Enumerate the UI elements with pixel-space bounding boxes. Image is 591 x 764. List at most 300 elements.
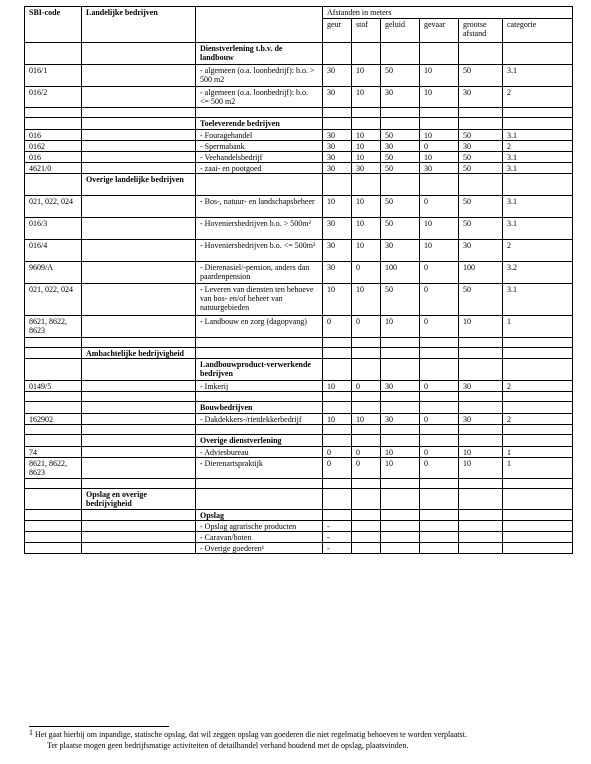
header-stof: stof: [352, 19, 381, 43]
group-cell: [82, 414, 196, 425]
group-cell: [82, 479, 196, 489]
geluid-cell: 30: [381, 141, 420, 152]
description-cell: - Overige goederen¹: [196, 543, 323, 554]
stof-cell: 30: [352, 163, 381, 174]
stof-cell: 10: [352, 152, 381, 163]
description-cell: - Dierenasiel/-pension, anders dan paardenpension: [196, 262, 323, 284]
geluid-cell: 30: [381, 87, 420, 108]
gevaar-cell: 0: [420, 141, 459, 152]
stof-cell: 10: [352, 284, 381, 316]
gevaar-cell: 10: [420, 240, 459, 262]
stof-cell: [352, 108, 381, 118]
geur-cell: [323, 359, 352, 381]
gevaar-cell: 10: [420, 65, 459, 87]
gevaar-cell: [420, 118, 459, 130]
categorie-cell: [503, 118, 573, 130]
gevaar-cell: [420, 510, 459, 521]
geur-cell: 30: [323, 262, 352, 284]
stof-cell: [352, 118, 381, 130]
description-cell: - Hoveniersbedrijven b.o. > 500m²: [196, 218, 323, 240]
description-cell: Toeleverende bedrijven: [196, 118, 323, 130]
table-row: [25, 489, 573, 510]
footnote: [29, 729, 579, 751]
grootse-afstand-cell: 10: [459, 316, 503, 338]
description-cell: [196, 392, 323, 402]
table-row: [25, 521, 573, 532]
sbi-code-cell: 016: [25, 152, 82, 163]
gevaar-cell: 10: [420, 152, 459, 163]
gevaar-cell: 0: [420, 381, 459, 392]
geluid-cell: 50: [381, 130, 420, 141]
group-cell: [82, 425, 196, 435]
description-cell: [196, 338, 323, 348]
sbi-code-cell: 021, 022, 024: [25, 284, 82, 316]
stof-cell: [352, 338, 381, 348]
categorie-cell: [503, 425, 573, 435]
group-cell: Opslag en overige bedrijvigheid: [82, 489, 196, 510]
categorie-cell: [503, 521, 573, 532]
geur-cell: 30: [323, 65, 352, 87]
geluid-cell: [381, 392, 420, 402]
geur-cell: 30: [323, 163, 352, 174]
description-cell: Opslag: [196, 510, 323, 521]
description-cell: [196, 108, 323, 118]
categorie-cell: [503, 174, 573, 196]
table-row: [25, 87, 573, 108]
description-cell: [196, 174, 323, 196]
grootse-afstand-cell: [459, 43, 503, 65]
sbi-code-cell: 016/4: [25, 240, 82, 262]
table-row: [25, 359, 573, 381]
geluid-cell: [381, 521, 420, 532]
description-cell: - Bos-, natuur- en landschapsbeheer: [196, 196, 323, 218]
description-cell: - Veehandelsbedrijf: [196, 152, 323, 163]
categorie-cell: 3.1: [503, 152, 573, 163]
header-gevaar: gevaar: [420, 19, 459, 43]
group-cell: [82, 152, 196, 163]
table-row: [25, 240, 573, 262]
stof-cell: [352, 521, 381, 532]
geluid-cell: [381, 348, 420, 359]
geur-cell: 10: [323, 381, 352, 392]
grootse-afstand-cell: 100: [459, 262, 503, 284]
sbi-code-cell: 021, 022, 024: [25, 196, 82, 218]
categorie-cell: 3.1: [503, 163, 573, 174]
gevaar-cell: 0: [420, 447, 459, 458]
table-row: [25, 381, 573, 392]
description-cell: - Leveren van diensten ten behoeve van bos- en/of beheer van natuurgebieden: [196, 284, 323, 316]
table-row: [25, 316, 573, 338]
header-empty: [196, 7, 323, 43]
geur-cell: [323, 425, 352, 435]
sbi-code-cell: 016: [25, 130, 82, 141]
sbi-code-cell: [25, 521, 82, 532]
description-cell: - Landbouw en zorg (dagopvang): [196, 316, 323, 338]
description-cell: [196, 489, 323, 510]
geur-cell: 30: [323, 152, 352, 163]
sbi-code-cell: 8621, 8622, 8623: [25, 458, 82, 479]
stof-cell: [352, 479, 381, 489]
categorie-cell: 3.1: [503, 130, 573, 141]
header-categorie: categorie: [503, 19, 573, 43]
gevaar-cell: [420, 425, 459, 435]
table-row: [25, 338, 573, 348]
group-cell: [82, 87, 196, 108]
categorie-cell: 3.1: [503, 218, 573, 240]
gevaar-cell: [420, 435, 459, 447]
gevaar-cell: [420, 543, 459, 554]
stof-cell: [352, 425, 381, 435]
gevaar-cell: [420, 489, 459, 510]
table-row: [25, 414, 573, 425]
table-row: [25, 65, 573, 87]
geluid-cell: [381, 174, 420, 196]
geluid-cell: 10: [381, 458, 420, 479]
group-cell: [82, 108, 196, 118]
geur-cell: [323, 348, 352, 359]
geluid-cell: [381, 479, 420, 489]
table-row: [25, 284, 573, 316]
group-cell: [82, 118, 196, 130]
sbi-code-cell: [25, 510, 82, 521]
categorie-cell: [503, 359, 573, 381]
grootse-afstand-cell: [459, 543, 503, 554]
grootse-afstand-cell: [459, 532, 503, 543]
stof-cell: [352, 435, 381, 447]
description-cell: - Opslag agrarische producten: [196, 521, 323, 532]
stof-cell: [352, 402, 381, 414]
table-row: [25, 458, 573, 479]
gevaar-cell: 0: [420, 458, 459, 479]
header-grootse-afstand: grootse afstand: [459, 19, 503, 43]
geluid-cell: 50: [381, 196, 420, 218]
geluid-cell: [381, 359, 420, 381]
description-cell: - Spermabank: [196, 141, 323, 152]
grootse-afstand-cell: 50: [459, 218, 503, 240]
stof-cell: 10: [352, 141, 381, 152]
group-cell: [82, 284, 196, 316]
geur-cell: [323, 338, 352, 348]
sbi-code-cell: 016/2: [25, 87, 82, 108]
grootse-afstand-cell: [459, 174, 503, 196]
grootse-afstand-cell: [459, 425, 503, 435]
gevaar-cell: 10: [420, 130, 459, 141]
grootse-afstand-cell: [459, 510, 503, 521]
group-cell: [82, 338, 196, 348]
table-row: [25, 130, 573, 141]
geur-cell: [323, 479, 352, 489]
sbi-code-cell: [25, 118, 82, 130]
geur-cell: [323, 118, 352, 130]
description-cell: [196, 348, 323, 359]
geluid-cell: 100: [381, 262, 420, 284]
gevaar-cell: 10: [420, 218, 459, 240]
categorie-cell: 2: [503, 414, 573, 425]
stof-cell: [352, 359, 381, 381]
sbi-code-cell: 9609/A: [25, 262, 82, 284]
description-cell: - Caravan/boten: [196, 532, 323, 543]
stof-cell: 10: [352, 65, 381, 87]
sbi-code-cell: [25, 532, 82, 543]
group-cell: [82, 218, 196, 240]
categorie-cell: [503, 532, 573, 543]
geluid-cell: [381, 510, 420, 521]
grootse-afstand-cell: 30: [459, 240, 503, 262]
group-cell: [82, 458, 196, 479]
categorie-cell: 2: [503, 240, 573, 262]
grootse-afstand-cell: [459, 348, 503, 359]
stof-cell: 10: [352, 196, 381, 218]
distance-table: [24, 6, 573, 554]
table-row: [25, 174, 573, 196]
table-row: [25, 108, 573, 118]
sbi-code-cell: 8621, 8622, 8623: [25, 316, 82, 338]
header-sbi: SBI-code: [25, 7, 82, 43]
grootse-afstand-cell: 50: [459, 284, 503, 316]
gevaar-cell: [420, 402, 459, 414]
sbi-code-cell: [25, 43, 82, 65]
gevaar-cell: [420, 521, 459, 532]
grootse-afstand-cell: [459, 521, 503, 532]
gevaar-cell: [420, 108, 459, 118]
footnote-line-1: Het gaat hierbij om inpandige, statische opslag, dat wil zeggen opslag van goederen die niet regelmatig behoeven te worden verplaatst.: [35, 730, 467, 739]
group-cell: [82, 316, 196, 338]
description-cell: Landbouwproduct-verwerkende bedrijven: [196, 359, 323, 381]
geluid-cell: [381, 435, 420, 447]
footnote-line-2: Ter plaatse mogen geen bedrijfsmatige activiteiten of detailhandel verband houdend met de opslag, plaatsvinden.: [47, 741, 409, 750]
table-row: [25, 479, 573, 489]
group-cell: [82, 141, 196, 152]
stof-cell: 0: [352, 447, 381, 458]
gevaar-cell: [420, 174, 459, 196]
gevaar-cell: [420, 479, 459, 489]
geluid-cell: 50: [381, 65, 420, 87]
geluid-cell: 50: [381, 284, 420, 316]
table-row: [25, 163, 573, 174]
table-row: [25, 425, 573, 435]
table-row: [25, 141, 573, 152]
group-cell: [82, 521, 196, 532]
grootse-afstand-cell: 50: [459, 152, 503, 163]
footnote-separator: [29, 726, 169, 727]
geluid-cell: 10: [381, 447, 420, 458]
description-cell: Overige dienstverlening: [196, 435, 323, 447]
stof-cell: [352, 510, 381, 521]
sbi-code-cell: [25, 479, 82, 489]
group-cell: [82, 392, 196, 402]
table-row: [25, 532, 573, 543]
gevaar-cell: 0: [420, 196, 459, 218]
geur-cell: 30: [323, 240, 352, 262]
grootse-afstand-cell: 50: [459, 163, 503, 174]
stof-cell: [352, 489, 381, 510]
gevaar-cell: [420, 392, 459, 402]
header-geur: geur: [323, 19, 352, 43]
sbi-code-cell: 016/3: [25, 218, 82, 240]
stof-cell: 0: [352, 316, 381, 338]
stof-cell: 0: [352, 262, 381, 284]
header-category: Landelijke bedrijven: [82, 7, 196, 43]
geur-cell: 0: [323, 447, 352, 458]
gevaar-cell: [420, 43, 459, 65]
table-row: [25, 543, 573, 554]
gevaar-cell: 0: [420, 284, 459, 316]
sbi-code-cell: 4621/0: [25, 163, 82, 174]
sbi-code-cell: [25, 338, 82, 348]
geluid-cell: [381, 402, 420, 414]
table-row: [25, 43, 573, 65]
stof-cell: 0: [352, 381, 381, 392]
geluid-cell: [381, 543, 420, 554]
table-row: [25, 152, 573, 163]
gevaar-cell: [420, 338, 459, 348]
geur-cell: 30: [323, 130, 352, 141]
geluid-cell: [381, 108, 420, 118]
geur-cell: [323, 402, 352, 414]
geur-cell: -: [323, 532, 352, 543]
table-row: [25, 218, 573, 240]
footnote-number: 1: [29, 728, 33, 737]
stof-cell: 10: [352, 218, 381, 240]
group-cell: [82, 359, 196, 381]
geluid-cell: 30: [381, 381, 420, 392]
group-cell: [82, 435, 196, 447]
geur-cell: 0: [323, 458, 352, 479]
geluid-cell: 30: [381, 240, 420, 262]
group-cell: [82, 65, 196, 87]
group-cell: [82, 43, 196, 65]
table-row: [25, 118, 573, 130]
grootse-afstand-cell: [459, 435, 503, 447]
description-cell: - algemeen (o.a. loonbedrijf): b.o. > 500 m2: [196, 65, 323, 87]
categorie-cell: 3.1: [503, 196, 573, 218]
categorie-cell: 3.2: [503, 262, 573, 284]
grootse-afstand-cell: [459, 479, 503, 489]
gevaar-cell: 30: [420, 163, 459, 174]
categorie-cell: [503, 435, 573, 447]
grootse-afstand-cell: 10: [459, 458, 503, 479]
sbi-code-cell: 0162: [25, 141, 82, 152]
geluid-cell: [381, 489, 420, 510]
stof-cell: [352, 43, 381, 65]
geur-cell: [323, 174, 352, 196]
grootse-afstand-cell: 30: [459, 381, 503, 392]
group-cell: [82, 240, 196, 262]
geluid-cell: [381, 43, 420, 65]
description-cell: - algemeen (o.a. loonbedrijf): b.o. <= 500 m2: [196, 87, 323, 108]
grootse-afstand-cell: [459, 489, 503, 510]
group-cell: [82, 130, 196, 141]
sbi-code-cell: 162902: [25, 414, 82, 425]
description-cell: - Imkerij: [196, 381, 323, 392]
geluid-cell: 10: [381, 316, 420, 338]
categorie-cell: 1: [503, 447, 573, 458]
geur-cell: [323, 392, 352, 402]
grootse-afstand-cell: 30: [459, 414, 503, 425]
grootse-afstand-cell: [459, 402, 503, 414]
categorie-cell: 1: [503, 316, 573, 338]
group-cell: [82, 532, 196, 543]
group-cell: [82, 163, 196, 174]
grootse-afstand-cell: [459, 359, 503, 381]
description-cell: - Dierenartspraktijk: [196, 458, 323, 479]
stof-cell: [352, 543, 381, 554]
geluid-cell: [381, 532, 420, 543]
geur-cell: 0: [323, 316, 352, 338]
stof-cell: 10: [352, 414, 381, 425]
categorie-cell: [503, 338, 573, 348]
categorie-cell: [503, 543, 573, 554]
categorie-cell: [503, 402, 573, 414]
sbi-code-cell: [25, 543, 82, 554]
group-cell: [82, 510, 196, 521]
group-cell: [82, 381, 196, 392]
grootse-afstand-cell: 50: [459, 130, 503, 141]
categorie-cell: 3.1: [503, 284, 573, 316]
gevaar-cell: 0: [420, 316, 459, 338]
sbi-code-cell: [25, 425, 82, 435]
geur-cell: 30: [323, 141, 352, 152]
grootse-afstand-cell: 30: [459, 87, 503, 108]
geluid-cell: [381, 118, 420, 130]
table-row: [25, 435, 573, 447]
grootse-afstand-cell: 30: [459, 141, 503, 152]
table-row: [25, 262, 573, 284]
geur-cell: 30: [323, 218, 352, 240]
geur-cell: 10: [323, 414, 352, 425]
categorie-cell: 2: [503, 87, 573, 108]
categorie-cell: 1: [503, 458, 573, 479]
gevaar-cell: 0: [420, 414, 459, 425]
gevaar-cell: 10: [420, 87, 459, 108]
sbi-code-cell: 0149/5: [25, 381, 82, 392]
sbi-code-cell: [25, 108, 82, 118]
grootse-afstand-cell: [459, 108, 503, 118]
geluid-cell: 50: [381, 152, 420, 163]
geur-cell: 10: [323, 196, 352, 218]
gevaar-cell: [420, 348, 459, 359]
group-cell: [82, 543, 196, 554]
group-cell: [82, 402, 196, 414]
sbi-code-cell: [25, 402, 82, 414]
description-cell: - zaai- en pootgoed: [196, 163, 323, 174]
table-row: [25, 447, 573, 458]
stof-cell: 10: [352, 130, 381, 141]
stof-cell: 0: [352, 458, 381, 479]
header-geluid: geluid: [381, 19, 420, 43]
categorie-cell: [503, 489, 573, 510]
categorie-cell: [503, 108, 573, 118]
description-cell: [196, 479, 323, 489]
geluid-cell: [381, 425, 420, 435]
geur-cell: [323, 108, 352, 118]
categorie-cell: [503, 479, 573, 489]
geur-cell: -: [323, 543, 352, 554]
description-cell: [196, 425, 323, 435]
geluid-cell: 50: [381, 218, 420, 240]
stof-cell: [352, 174, 381, 196]
grootse-afstand-cell: [459, 392, 503, 402]
stof-cell: [352, 532, 381, 543]
stof-cell: 10: [352, 87, 381, 108]
sbi-code-cell: [25, 348, 82, 359]
group-cell: Overige landelijke bedrijven: [82, 174, 196, 196]
categorie-cell: 2: [503, 141, 573, 152]
sbi-code-cell: [25, 489, 82, 510]
description-cell: - Adviesbureau: [196, 447, 323, 458]
gevaar-cell: 0: [420, 262, 459, 284]
description-cell: Bouwbedrijven: [196, 402, 323, 414]
